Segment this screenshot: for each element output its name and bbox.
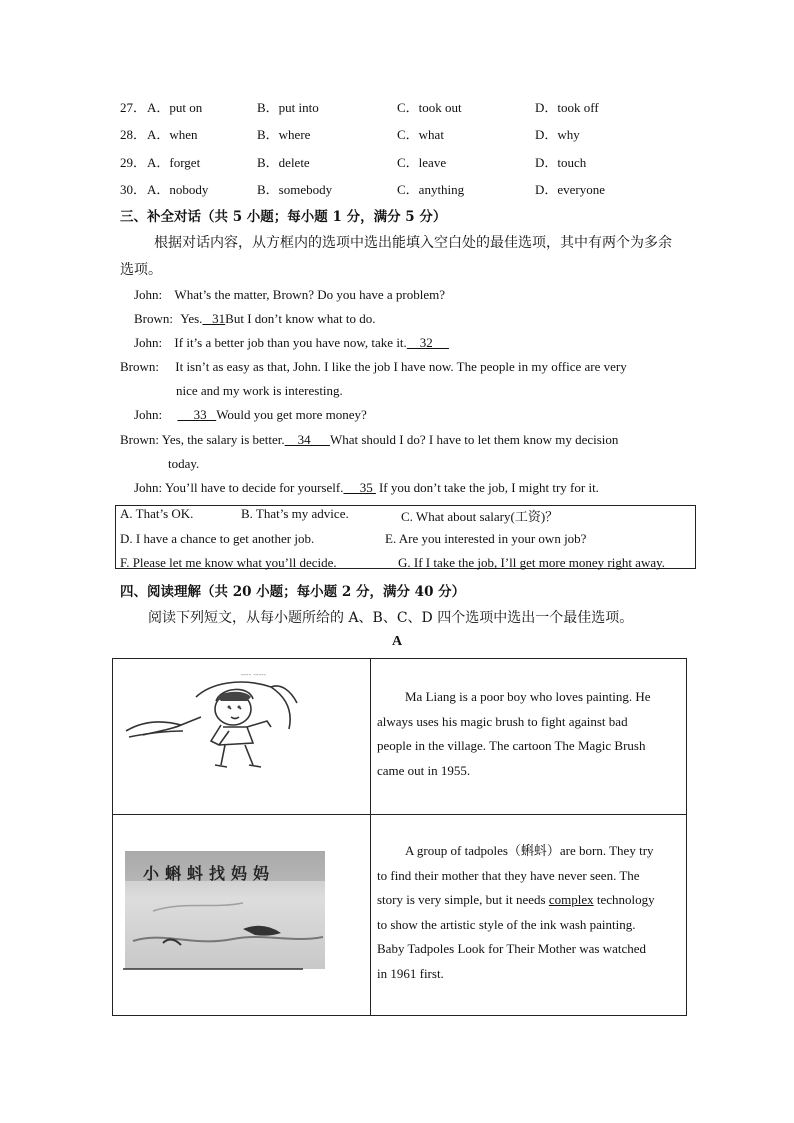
dialogue-line xyxy=(134,480,599,496)
section-instruction: 阅读下列短文，从每小题所给的 A、B、C、D 四个选项中选出一个最佳选项。 xyxy=(148,610,634,626)
option-d: D．everyone xyxy=(535,182,606,197)
blank-31: 31 xyxy=(202,311,226,326)
speaker: John: xyxy=(134,335,163,350)
line-text: It isn’t as easy as that, John. I like the job I have now. The people in my office are very xyxy=(175,359,627,374)
option-d: D．touch xyxy=(535,155,587,170)
speaker: Brown: xyxy=(120,359,159,374)
table-divider xyxy=(370,659,371,1015)
dialogue-line-cont: today. xyxy=(168,456,200,471)
reading-table xyxy=(112,658,687,1016)
option-c-text: C. What about salary(工资)？ xyxy=(401,509,559,524)
option-c: C．leave xyxy=(397,155,447,170)
speaker: John: xyxy=(134,480,163,495)
option-e-text: E. Are you interested in your own job? xyxy=(385,531,587,546)
text-line xyxy=(377,888,682,913)
line-text: But I don’t know what to do. xyxy=(225,311,376,326)
line-text: If it’s a better job than you have now, take it. xyxy=(174,335,407,350)
option-c: C．what xyxy=(397,127,444,142)
passage-a-text xyxy=(377,685,682,783)
dialogue-line xyxy=(134,311,376,327)
option-c: C．took out xyxy=(397,100,462,115)
line-text: Would you get more money? xyxy=(216,407,367,422)
section-heading: 四、阅读理解（共 20 小题；每小题 2 分，满分 40 分） xyxy=(120,584,466,600)
option-d-text: D. I have a chance to get another job. xyxy=(120,531,315,546)
option-b: B．somebody xyxy=(257,182,333,197)
option-a: A．forget xyxy=(147,155,201,170)
option-a-text: A. That’s OK. xyxy=(120,506,194,521)
option-b: B．delete xyxy=(257,155,310,170)
text-line: to find their mother that they have never seen. The xyxy=(377,867,640,883)
dialogue-line xyxy=(134,407,367,423)
line-text: Yes, the salary is better. xyxy=(161,432,285,447)
text-line: in 1961 first. xyxy=(377,965,444,981)
section-heading: 三、补全对话（共 5 小题；每小题 1 分，满分 5 分） xyxy=(120,209,447,225)
option-a: A．nobody xyxy=(147,182,209,197)
text-segment: story is very simple, but it needs xyxy=(377,892,549,907)
line-text: What’s the matter, Brown? Do you have a problem? xyxy=(174,287,446,302)
option-a: A．put on xyxy=(147,100,203,115)
svg-text:---- -----: ---- ----- xyxy=(241,671,266,679)
dialogue-line xyxy=(120,359,627,375)
text-line: Ma Liang is a poor boy who loves painting. He xyxy=(405,689,651,704)
section-instruction: 根据对话内容，从方框内的选项中选出能填入空白处的最佳选项，其中有两个为多余 xyxy=(154,235,672,251)
text-line: came out in 1955. xyxy=(377,762,471,778)
speaker: Brown: xyxy=(120,432,159,447)
speaker: John: xyxy=(134,407,163,422)
option-a: A．when xyxy=(147,127,198,142)
text-line: always uses his magic brush to fight against bad xyxy=(377,713,628,729)
text-line: A group of tadpoles（蝌蚪）are born. They try xyxy=(405,843,654,858)
question-number: 28． xyxy=(120,127,147,142)
blank-33 xyxy=(177,407,216,422)
dialogue-line xyxy=(134,335,449,351)
section-instruction-cont: 选项。 xyxy=(120,262,162,278)
option-d: D．why xyxy=(535,127,580,142)
option-b: B．where xyxy=(257,127,311,142)
blank-32: 32 xyxy=(406,335,450,350)
dialogue-line xyxy=(134,287,445,303)
passage-label: A xyxy=(392,634,403,649)
blank-33-text: 33 xyxy=(177,407,217,422)
option-b: B．put into xyxy=(257,100,319,115)
option-g-text: G. If I take the job, I’ll get more money right away. xyxy=(398,555,666,570)
line-text: You’ll have to decide for yourself. xyxy=(164,480,344,495)
dialogue-line xyxy=(120,432,618,448)
dialogue-line-cont: nice and my work is interesting. xyxy=(176,383,343,398)
speaker: Brown: xyxy=(134,311,173,326)
underlined-word: complex xyxy=(548,892,594,907)
option-c: C．anything xyxy=(397,182,465,197)
option-b-text: B. That’s my advice. xyxy=(241,506,349,521)
line-text: What should I do? I have to let them know my decision xyxy=(329,432,619,447)
tadpoles-cartoon-image xyxy=(123,851,328,971)
text-line: Baby Tadpoles Look for Their Mother was watched xyxy=(377,941,647,956)
text-line: people in the village. The cartoon The Magic Brush xyxy=(377,738,646,753)
magic-brush-cartoon-image xyxy=(121,669,301,774)
speaker: John: xyxy=(134,287,163,302)
options-box xyxy=(115,505,696,569)
option-f-text: F. Please let me know what you’ll decide. xyxy=(120,555,337,570)
passage-b-text xyxy=(377,839,682,986)
line-text: Yes. xyxy=(180,311,203,326)
blank-34: 34 xyxy=(284,432,330,447)
option-d: D．took off xyxy=(535,100,599,115)
question-number: 29． xyxy=(120,155,147,170)
line-text: If you don’t take the job, I might try for it. xyxy=(378,480,599,495)
text-segment: technology xyxy=(593,892,655,907)
text-line: to show the artistic style of the ink wash painting. xyxy=(377,916,636,932)
tadpoles-image-caption: 小蝌蚪找妈妈 xyxy=(143,864,276,883)
question-number: 27． xyxy=(120,100,147,115)
question-number: 30． xyxy=(120,182,147,197)
blank-35: 35 xyxy=(343,480,376,495)
table-divider xyxy=(113,814,686,815)
